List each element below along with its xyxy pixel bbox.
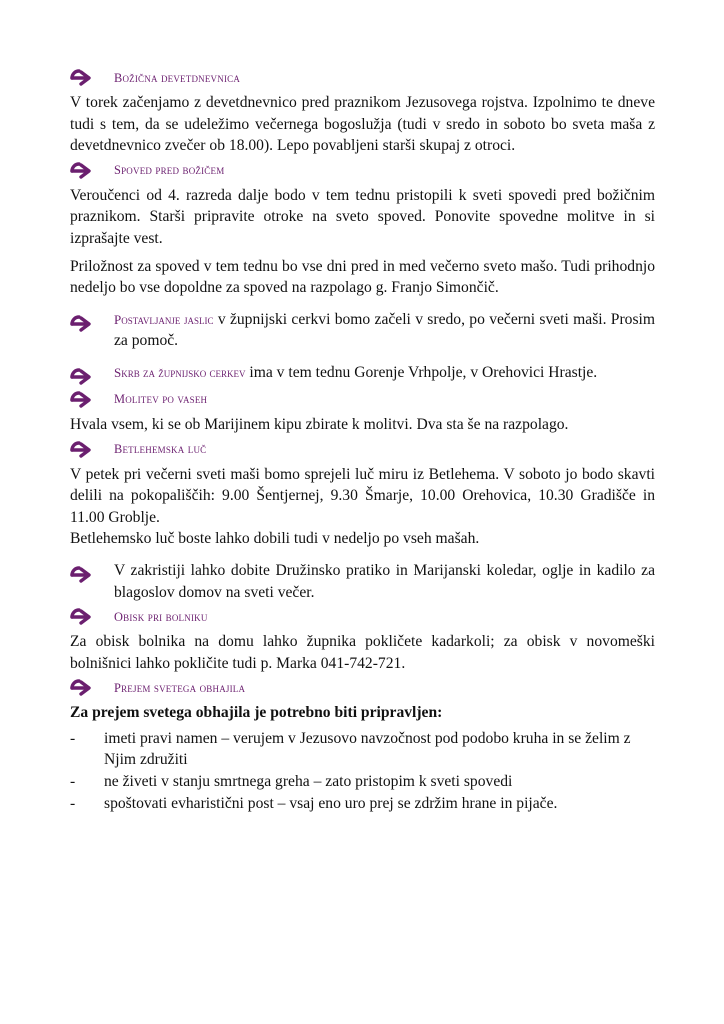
right-arrow-icon xyxy=(70,441,96,459)
section-text: Hvala vsem, ki se ob Marijinem kipu zbirate k molitvi. Dva sta še na razpolago. xyxy=(70,415,569,433)
section-molitev xyxy=(70,386,655,436)
list-item xyxy=(70,793,655,815)
section-title: Obisk pri bolniku xyxy=(114,609,208,624)
section-title: Skrb za župnijsko cerkev xyxy=(114,364,246,380)
right-arrow-icon xyxy=(70,315,96,333)
list-item xyxy=(70,728,655,771)
announcements xyxy=(70,64,655,814)
section-lead: Za prejem svetega obhajila je potrebno biti pripravljen: xyxy=(70,704,443,722)
section-spoved xyxy=(70,157,655,299)
section-prejem-obhajila xyxy=(70,674,655,814)
section-betlehemska-luc xyxy=(70,436,655,550)
list-item-text: imeti pravi namen – verujem v Jezusovo navzočnost pod podobo kruha in se želim z Njim združiti xyxy=(104,729,631,769)
right-arrow-icon xyxy=(70,391,96,409)
section-text: V petek pri večerni sveti maši bomo sprejeli luč miru iz Betlehema. V soboto jo bodo skavti delili na pokopališčih: 9.00 Šentjernej, 9.30 Šmarje, 10.00 Orehovica, 10.30 Gradišče in 11.00 Groblje. xyxy=(70,465,655,526)
right-arrow-icon xyxy=(70,608,96,626)
section-title: Molitev po vaseh xyxy=(114,392,208,407)
section-text: Priložnost za spoved v tem tednu bo vse dni pred in med večerno sveto mašo. Tudi prihodnjo nedeljo bo vse dopoldne za spoved na razpolago g. Franjo Simončič. xyxy=(70,257,655,297)
section-text: Veroučenci od 4. razreda dalje bodo v tem tednu pristopili k sveti spovedi pred božičnim praznikom. Starši pripravite otroke na sveto spoved. Ponovite spovedne molitve in si izprašajte vest. xyxy=(70,186,655,247)
section-title: Betlehemska luč xyxy=(114,442,207,457)
section-zakristija xyxy=(70,560,655,603)
list-item-text: spoštovati evharistični post – vsaj eno uro prej se zdržim hrane in pijače. xyxy=(104,794,558,812)
section-title: Božična devetdnevnica xyxy=(114,70,241,85)
section-text: V zakristiji lahko dobite Družinsko pratiko in Marijanski koledar, oglje in kadilo za blagoslov domov na sveti večer. xyxy=(114,561,655,601)
right-arrow-icon xyxy=(70,69,96,87)
right-arrow-icon xyxy=(70,368,96,386)
list-item xyxy=(70,771,655,793)
list-item-text: ne živeti v stanju smrtnega greha – zato pristopim k sveti spovedi xyxy=(104,773,513,791)
list-dash: - xyxy=(70,729,76,747)
section-title: Postavljanje jaslic xyxy=(114,311,214,327)
section-skrb xyxy=(70,362,655,386)
section-text: V torek začenjamo z devetdnevnico pred praznikom Jezusovega rojstva. Izpolnimo te dneve tudi s tem, da se udeležimo večernega bogoslužja (tudi v sredo in soboto bo sveta maša z devetdnevnico zvečer ob 18.00). Lepo povabljeni starši skupaj z otroci. xyxy=(70,94,655,155)
right-arrow-icon xyxy=(70,566,96,584)
section-title: Spoved pred božičem xyxy=(114,163,225,178)
section-jaslice xyxy=(70,309,655,352)
right-arrow-icon xyxy=(70,679,96,697)
section-title: Prejem svetega obhajila xyxy=(114,680,246,695)
right-arrow-icon xyxy=(70,162,96,180)
requirements-list xyxy=(70,728,655,814)
section-obisk-bolnika xyxy=(70,603,655,674)
section-text: ima v tem tednu Gorenje Vrhpolje, v Orehovici Hrastje. xyxy=(245,363,598,381)
section-text: Za obisk bolnika na domu lahko župnika pokličete kadarkoli; za obisk v novomeški bolnišnici lahko pokličite tudi p. Marka 041-742-721. xyxy=(70,633,655,672)
section-text: Betlehemsko luč boste lahko dobili tudi v nedeljo po vseh mašah. xyxy=(70,530,480,548)
list-dash: - xyxy=(70,773,76,791)
section-text: v župnijski cerkvi bomo začeli v sredo, po večerni sveti maši. Prosim za pomoč. xyxy=(114,310,656,350)
section-bozicna-devetdnevnica xyxy=(70,64,655,157)
list-dash: - xyxy=(70,794,76,812)
